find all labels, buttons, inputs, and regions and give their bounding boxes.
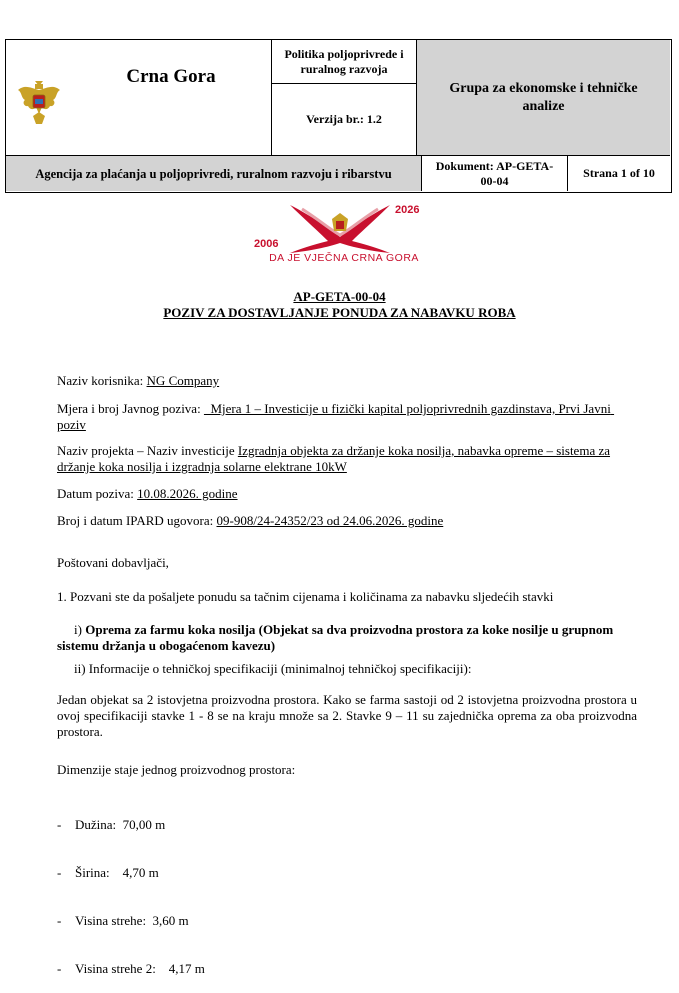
list-item: - Visina strehe 2: 4,17 m <box>57 961 205 977</box>
agency-cell: Agencija za plaćanja u poljoprivredi, ruralnom razvoju i ribarstvu <box>6 155 422 191</box>
policy-cell: Politika poljoprivrede i ruralnog razvoja <box>272 40 417 84</box>
contract-line <box>57 513 637 529</box>
dimensions-title: Dimenzije staje jednog proizvodnog prostora: <box>57 762 296 777</box>
list-item: - Dužina: 70,00 m <box>57 817 205 833</box>
date-value: 10.08.2026. godine <box>137 486 238 501</box>
item-i-prefix: i) <box>74 622 86 637</box>
date-label: Datum poziva: <box>57 486 138 501</box>
greeting: Poštovani dobavljači, <box>57 555 169 570</box>
logo-caption: DA JE VJEČNA CRNA GORA <box>269 252 419 264</box>
country-name: Crna Gora <box>126 66 216 87</box>
item-i-text: Oprema za farmu koka nosilja (Objekat sa dva proizvodna prostora za koke nosilje u grupnom sistemu držanja u obogaćenom kavezu) <box>57 622 614 653</box>
item-ii: ii) Informacije o tehničkoj specifikaciji (minimalnoj tehničkoj specifikaciji): <box>74 661 472 676</box>
point-1: 1. Pozvani ste da pošaljete ponudu sa tačnim cijenama i količinama za nabavku sljedećih stavki <box>57 589 554 604</box>
project-value: Izgradnja objekta za držanje koka nosilja, nabavka opreme – sistema za držanje koka nosilja i izgradnja solarne elektrane 10kW <box>57 443 611 474</box>
contract-label: Broj i datum IPARD ugovora: <box>57 513 217 528</box>
coat-of-arms-icon <box>16 80 62 128</box>
item-i <box>57 622 622 654</box>
date-line <box>57 486 637 502</box>
list-item: - Visina strehe: 3,60 m <box>57 913 205 929</box>
document-id-cell: Dokument: AP-GETA-00-04 <box>422 155 568 191</box>
beneficiary-label: Naziv korisnika: <box>57 373 147 388</box>
group-cell: Grupa za ekonomske i tehničke analize <box>417 40 670 155</box>
specification-paragraph: Jedan objekat sa 2 istovjetna proizvodna prostora. Kako se farma sastoji od 2 istovjetna proizvodna prostora u ovoj specifikaciji stavke 1 - 8 se na kraju množe sa 2. Stavke 9 – 11 su zajednička oprema za oba proizvodna prostora. <box>57 692 637 739</box>
document-code: AP-GETA-00-04 <box>293 289 386 304</box>
anniversary-logo-mark <box>240 197 440 255</box>
page-number-cell: Strana 1 of 10 <box>568 155 670 191</box>
country-cell <box>6 40 272 155</box>
list-item: - Širina: 4,70 m <box>57 865 205 881</box>
document-title: POZIV ZA DOSTAVLJANJE PONUDA ZA NABAVKU ROBA <box>163 305 516 320</box>
measure-value: Mjera 1 – Investicije u fizički kapital poljoprivrednih gazdinstava, Prvi Javni poziv <box>57 401 615 432</box>
dimensions-list <box>57 785 205 993</box>
beneficiary-value: NG Company <box>146 373 220 388</box>
logo-year-start: 2006 <box>254 238 279 250</box>
measure-label: Mjera i broj Javnog poziva: <box>57 401 204 416</box>
contract-value: 09-908/24-24352/23 od 24.06.2026. godine <box>216 513 444 528</box>
logo-year-end: 2026 <box>395 204 420 216</box>
beneficiary-line <box>57 373 637 389</box>
project-label: Naziv projekta – Naziv investicije <box>57 443 238 458</box>
anniversary-logo <box>240 197 440 269</box>
document-header-table <box>5 39 672 193</box>
project-line <box>57 443 632 475</box>
measure-line <box>57 401 637 433</box>
version-cell: Verzija br.: 1.2 <box>272 84 417 155</box>
